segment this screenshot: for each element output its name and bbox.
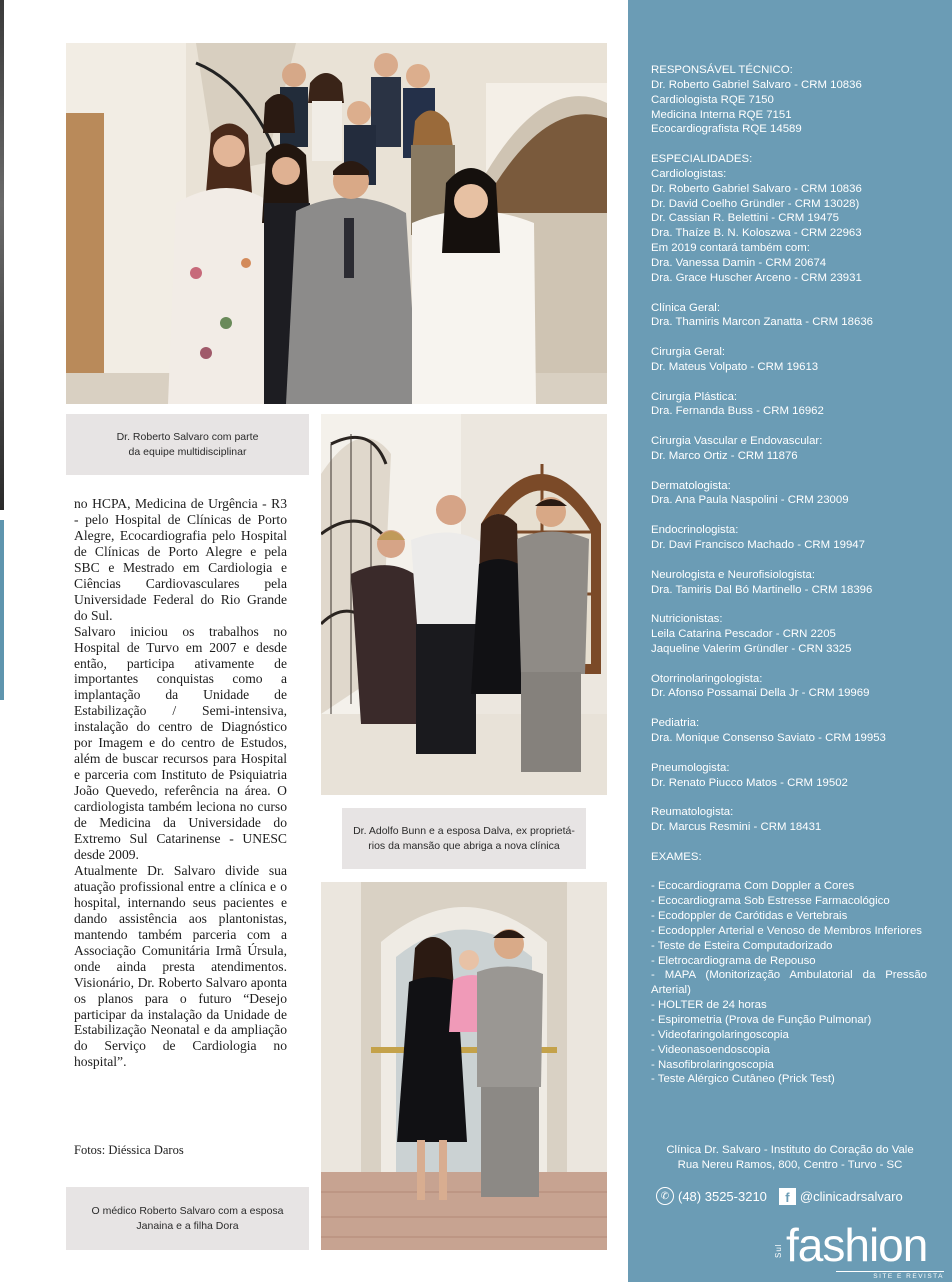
exam-item: - Videonasoendoscopia bbox=[651, 1043, 770, 1056]
family-photo bbox=[321, 882, 607, 1250]
specialty-entry: Dra. Thamiris Marcon Zanatta - CRM 18636 bbox=[651, 316, 873, 329]
specialty-entry: Jaqueline Valerim Gründler - CRN 3325 bbox=[651, 642, 852, 655]
specialty-block bbox=[651, 479, 927, 509]
logo-prefix: Sul bbox=[774, 1243, 783, 1258]
specialty-heading: RESPONSÁVEL TÉCNICO: bbox=[651, 64, 793, 76]
specialty-entry: Dra. Fernanda Buss - CRM 16962 bbox=[651, 405, 824, 418]
photo-credit: Fotos: Diéssica Daros bbox=[74, 1143, 184, 1157]
caption-line: O médico Roberto Salvaro com a esposa bbox=[91, 1204, 284, 1217]
specialty-block bbox=[651, 805, 927, 835]
caption-family bbox=[66, 1187, 309, 1250]
logo-brand: fashion bbox=[786, 1219, 928, 1271]
caption-line: rios da mansão que abriga a nova clínica bbox=[368, 839, 560, 852]
couple-photo bbox=[321, 414, 607, 795]
specialty-entry: Dr. Roberto Gabriel Salvaro - CRM 10836 bbox=[651, 78, 862, 91]
facebook-icon: f bbox=[779, 1188, 796, 1205]
specialty-entry: Dr. Roberto Gabriel Salvaro - CRM 10836 bbox=[651, 182, 862, 195]
phone-icon: ✆ bbox=[656, 1187, 674, 1205]
team-photo bbox=[66, 43, 607, 404]
specialty-heading: Cirurgia Vascular e Endovascular: bbox=[651, 435, 823, 448]
exam-item: - HOLTER de 24 horas bbox=[651, 999, 767, 1012]
article-paragraph: Atualmente Dr. Salvaro divide sua atuação profissional entre a clínica e o hospital, internando seus pacientes e dando assistência aos plantonistas, mantendo também parceria com a Associação Comunitária Irmã Úrsula, onde ainda presta atendimentos. Visionário, Dr. Roberto Salvaro aponta os planos para o futuro “Desejo participar da instalação da Unidade de Estabilização Neonatal e da ampliação do Serviço de Cardiologia no hospital”. bbox=[74, 862, 287, 1070]
specialty-entry: Dr. Afonso Possamai Della Jr - CRM 19969 bbox=[651, 687, 870, 700]
specialty-block bbox=[651, 152, 927, 286]
specialty-entry: Medicina Interna RQE 7151 bbox=[651, 108, 792, 121]
exam-item: - Videofaringolaringoscopia bbox=[651, 1028, 789, 1041]
specialty-entry: Leila Catarina Pescador - CRN 2205 bbox=[651, 628, 836, 641]
specialty-entry: Dra. Vanessa Damin - CRM 20674 bbox=[651, 256, 827, 269]
page-edge bbox=[0, 0, 4, 1282]
exam-item: - Espirometria (Prova de Função Pulmonar) bbox=[651, 1014, 872, 1026]
article-body bbox=[74, 496, 287, 1070]
specialty-block bbox=[651, 390, 927, 420]
specialty-entry: Dra. Tamiris Dal Bó Martinello - CRM 18396 bbox=[651, 583, 873, 596]
specialty-block bbox=[651, 301, 927, 331]
specialty-block bbox=[651, 568, 927, 598]
logo-tagline: SITE E REVISTA bbox=[836, 1271, 944, 1280]
specialty-heading: Endocrinologista: bbox=[651, 524, 739, 537]
article-paragraph: Salvaro iniciou os trabalhos no Hospital de Turvo em 2007 e desde então, participa ativamente de importantes conquistas como a implantação da Unidade de Estabilização / Semi-intensiva, instalação do centro de Diagnóstico por Imagem e do centro de Estudos, além de buscar recursos para Hospital e parceria com Instituto de Psiquiatria João Quevedo, referência na área. O cardiologista também leciona no curso de Medicina da Universidade do Extremo Sul Catarinense - UNESC desde 2009. bbox=[74, 623, 287, 862]
specialty-entry: Dra. Ana Paula Naspolini - CRM 23009 bbox=[651, 494, 849, 507]
caption-couple bbox=[342, 808, 586, 869]
specialty-block bbox=[651, 523, 927, 553]
specialty-entry: Em 2019 contará também com: bbox=[651, 242, 810, 255]
specialty-entry: Dr. Marco Ortiz - CRM 11876 bbox=[651, 449, 798, 462]
specialty-heading: Pneumologista: bbox=[651, 761, 730, 774]
specialty-heading: ESPECIALIDADES: bbox=[651, 153, 753, 166]
address-line: Rua Nereu Ramos, 800, Centro - Turvo - SC bbox=[677, 1159, 903, 1171]
specialty-entry: Dr. Davi Francisco Machado - CRM 19947 bbox=[651, 539, 865, 551]
specialty-heading: Reumatologista: bbox=[651, 806, 734, 819]
article-paragraph: no HCPA, Medicina de Urgência - R3 - pelo Hospital de Clínicas de Porto Alegre, Ecocardiografia pelo Hospital de Clínicas de Porto Alegre e pela SBC e Mestrado em Cardiologia e Ciências Cardiovasculares pela Universidade Federal do Rio Grande do Sul. bbox=[74, 496, 287, 623]
specialty-heading: Nutricionistas: bbox=[651, 613, 723, 626]
specialty-entry: Dra. Monique Consenso Saviato - CRM 19953 bbox=[651, 731, 886, 744]
specialty-entry: Dr. Marcus Resmini - CRM 18431 bbox=[651, 821, 822, 834]
specialty-block bbox=[651, 345, 927, 375]
specialty-heading: Cirurgia Geral: bbox=[651, 346, 726, 359]
caption-line: Dr. Adolfo Bunn e a esposa Dalva, ex proprietá- bbox=[353, 824, 575, 837]
exams-heading: EXAMES: bbox=[651, 850, 702, 863]
specialties-list bbox=[651, 63, 927, 1087]
specialty-entry: Dra. Thaíze B. N. Koloszwa - CRM 22963 bbox=[651, 227, 862, 240]
caption-team bbox=[66, 414, 309, 475]
specialty-entry: Dr. Mateus Volpato - CRM 19613 bbox=[651, 360, 819, 373]
address-line: Clínica Dr. Salvaro - Instituto do Coração do Vale bbox=[666, 1144, 914, 1156]
caption-line: Janaina e a filha Dora bbox=[136, 1219, 239, 1232]
exams-block bbox=[651, 850, 927, 1088]
specialty-entry: Cardiologista RQE 7150 bbox=[651, 93, 774, 106]
specialty-block bbox=[651, 612, 927, 657]
exam-item: - MAPA (Monitorização Ambulatorial da Pressão Arterial) bbox=[651, 969, 927, 997]
phone-number[interactable]: (48) 3525-3210 bbox=[678, 1188, 767, 1204]
exam-item: - Ecocardiograma Com Doppler a Cores bbox=[651, 880, 855, 893]
specialty-entry: Dr. Renato Piucco Matos - CRM 19502 bbox=[651, 776, 848, 789]
specialty-entry: Cardiologistas: bbox=[651, 167, 727, 180]
exam-item: - Ecodoppler de Carótidas e Vertebrais bbox=[651, 910, 848, 923]
exam-item: - Nasofibrolaringoscopia bbox=[651, 1058, 774, 1071]
specialty-heading: Cirurgia Plástica: bbox=[651, 390, 738, 403]
specialty-heading: Neurologista e Neurofisiologista: bbox=[651, 568, 815, 581]
caption-line: Dr. Roberto Salvaro com parte bbox=[116, 430, 259, 443]
magazine-logo bbox=[770, 1219, 952, 1282]
specialty-heading: Dermatologista: bbox=[651, 479, 731, 492]
clinic-sidebar bbox=[628, 0, 952, 1282]
specialty-heading: Otorrinolaringologista: bbox=[651, 672, 763, 685]
specialty-block bbox=[651, 761, 927, 791]
clinic-address bbox=[628, 1143, 952, 1173]
specialty-entry: Dra. Grace Huscher Arceno - CRM 23931 bbox=[651, 271, 862, 284]
exam-item: - Teste de Esteira Computadorizado bbox=[651, 939, 833, 952]
exam-item: - Ecocardiograma Sob Estresse Farmacológico bbox=[651, 895, 890, 908]
exam-item: - Eletrocardiograma de Repouso bbox=[651, 954, 816, 967]
specialty-block bbox=[651, 434, 927, 464]
specialty-entry: Dr. David Coelho Gründler - CRM 13028) bbox=[651, 197, 860, 210]
caption-line: da equipe multidisciplinar bbox=[128, 445, 247, 458]
specialty-entry: Dr. Cassian R. Belettini - CRM 19475 bbox=[651, 212, 840, 225]
exam-item: - Ecodoppler Arterial e Venoso de Membros Inferiores bbox=[651, 924, 922, 937]
specialty-heading: Pediatria: bbox=[651, 717, 700, 730]
specialty-block bbox=[651, 63, 927, 137]
exam-item: - Teste Alérgico Cutâneo (Prick Test) bbox=[651, 1073, 835, 1086]
specialty-heading: Clínica Geral: bbox=[651, 301, 721, 314]
specialty-block bbox=[651, 716, 927, 746]
specialty-entry: Ecocardiografista RQE 14589 bbox=[651, 123, 802, 136]
contact-row bbox=[656, 1187, 903, 1205]
facebook-handle[interactable]: @clinicadrsalvaro bbox=[799, 1188, 903, 1204]
specialty-block bbox=[651, 672, 927, 702]
